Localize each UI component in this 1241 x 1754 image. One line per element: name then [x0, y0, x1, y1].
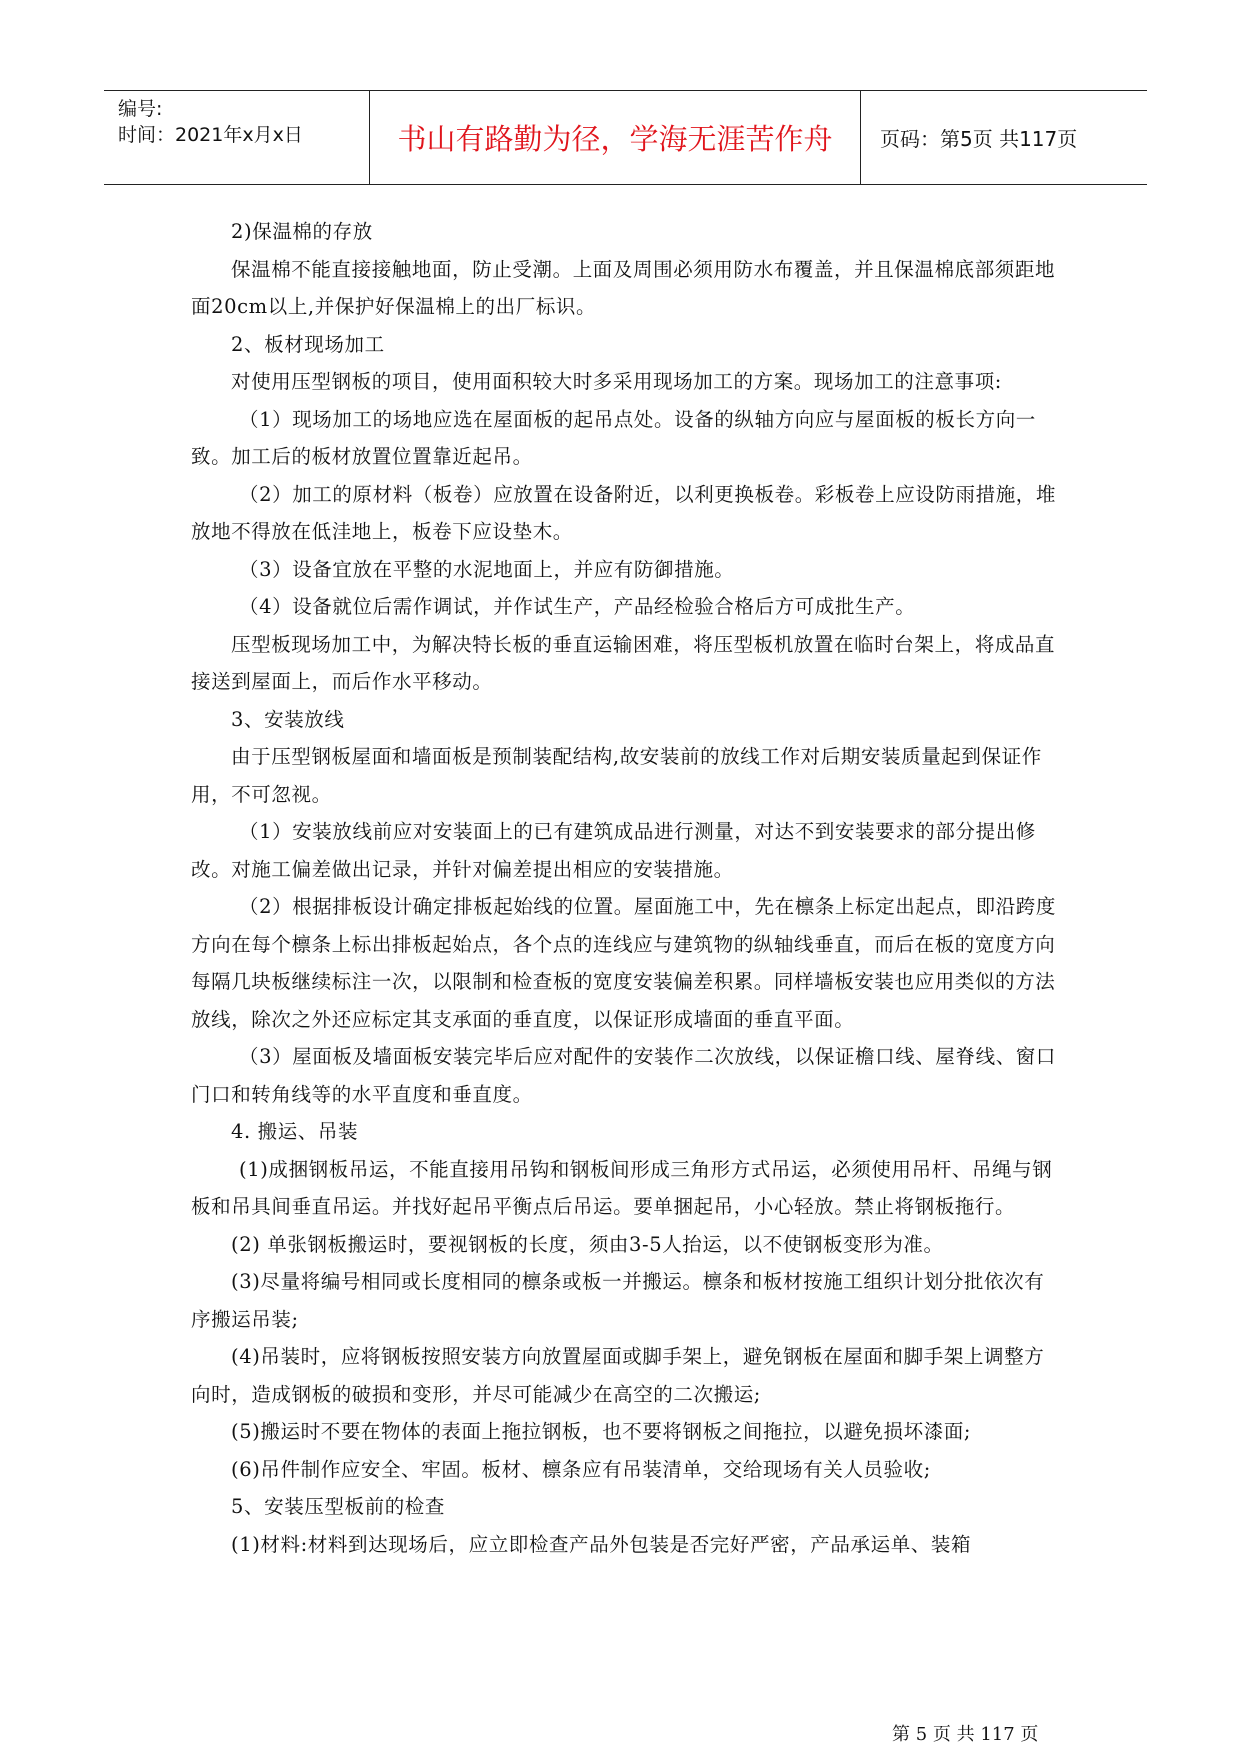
body-paragraph: (4)吊装时，应将钢板按照安装方向放置屋面或脚手架上，避免钢板在屋面和脚手架上调整方向时，造成钢板的破损和变形，并尽可能减少在高空的二次搬运; — [191, 1345, 1045, 1406]
body-paragraph: 由于压型钢板屋面和墙面板是预制装配结构,故安装前的放线工作对后期安装质量起到保证作用，不可忽视。 — [191, 745, 1042, 806]
body-paragraph: (1)成捆钢板吊运，不能直接用吊钩和钢板间形成三角形方式吊运，必须使用吊杆、吊绳与钢板和吊具间垂直吊运。并找好起吊平衡点后吊运。要单捆起吊，小心轻放。禁止将钢板拖行。 — [191, 1157, 1053, 1218]
body-paragraph: 4. 搬运、吊装 — [231, 1120, 359, 1143]
body-paragraph: 3、安装放线 — [231, 707, 345, 731]
body-paragraph: （4）设备就位后需作调试，并作试生产，产品经检验合格后方可成批生产。 — [239, 595, 916, 618]
body-paragraph: 压型板现场加工中，为解决特长板的垂直运输困难，将压型板机放置在临时台架上，将成品直接送到屋面上，而后作水平移动。 — [191, 632, 1056, 693]
header-page-number: 页码：第5页 共117页 — [880, 127, 1078, 151]
body-paragraph: 保温棉不能直接接触地面，防止受潮。上面及周围必须用防水布覆盖，并且保温棉底部须距地面20cm以上,并保护好保温棉上的出厂标识。 — [191, 257, 1056, 318]
body-paragraph: （1）现场加工的场地应选在屋面板的起吊点处。设备的纵轴方向应与屋面板的板长方向一致。加工后的板材放置位置靠近起吊。 — [191, 407, 1036, 468]
body-paragraph: （2）根据排板设计确定排板起始线的位置。屋面施工中，先在檩条上标定出起点，即沿跨度方向在每个檩条上标出排板起始点，各个点的连线应与建筑物的纵轴线垂直，而后在板的宽度方向每隔几块板继续标注一次，以限制和检查板的宽度安装偏差积累。同样墙板安装也应用类似的方法放线，除次之外还应标定其支承面的垂直度，以保证形成墙面的垂直平面。 — [191, 895, 1057, 1031]
body-paragraph: 5、安装压型板前的检查 — [231, 1495, 446, 1518]
body-paragraph: (6)吊件制作应安全、牢固。板材、檩条应有吊装清单，交给现场有关人员验收; — [231, 1457, 931, 1481]
header-motto: 书山有路勤为径，学海无涯苦作舟 — [370, 91, 861, 184]
page-footer-number: 第 5 页 共 117 页 — [892, 1724, 1039, 1745]
body-paragraph: （3）屋面板及墙面板安装完毕后应对配件的安装作二次放线，以保证檐口线、屋脊线、窗口门口和转角线等的水平直度和垂直度。 — [191, 1045, 1057, 1106]
body-paragraph: 2、板材现场加工 — [231, 332, 385, 356]
header-info-cell — [104, 91, 370, 184]
body-paragraph: (2) 单张钢板搬运时，要视钢板的长度，须由3-5人抬运，以不使钢板变形为准。 — [231, 1232, 944, 1256]
body-paragraph: (1)材料:材料到达现场后，应立即检查产品外包装是否完好严密，产品承运单、装箱 — [231, 1532, 972, 1556]
body-paragraph: 对使用压型钢板的项目，使用面积较大时多采用现场加工的方案。现场加工的注意事项: — [231, 370, 1002, 393]
document-time-label: 时间：2021年x月x日 — [118, 124, 303, 146]
body-paragraph: （2）加工的原材料（板卷）应放置在设备附近，以利更换板卷。彩板卷上应设防雨措施，堆放地不得放在低洼地上，板卷下应设垫木。 — [191, 482, 1057, 543]
body-paragraph: 2)保温棉的存放 — [231, 220, 373, 243]
document-number-label: 编号: — [118, 98, 163, 120]
body-paragraph: （3）设备宜放在平整的水泥地面上，并应有防御措施。 — [239, 557, 735, 581]
page-header — [104, 90, 1147, 185]
body-paragraph: （1）安装放线前应对安装面上的已有建筑成品进行测量，对达不到安装要求的部分提出修改。对施工偏差做出记录，并针对偏差提出相应的安装措施。 — [191, 820, 1036, 881]
body-paragraph: (5)搬运时不要在物体的表面上拖拉钢板，也不要将钢板之间拖拉，以避免损坏漆面; — [231, 1420, 972, 1443]
document-body — [191, 213, 1061, 1563]
body-paragraph: (3)尽量将编号相同或长度相同的檩条或板一并搬运。檩条和板材按施工组织计划分批依次有序搬运吊装; — [191, 1270, 1045, 1331]
